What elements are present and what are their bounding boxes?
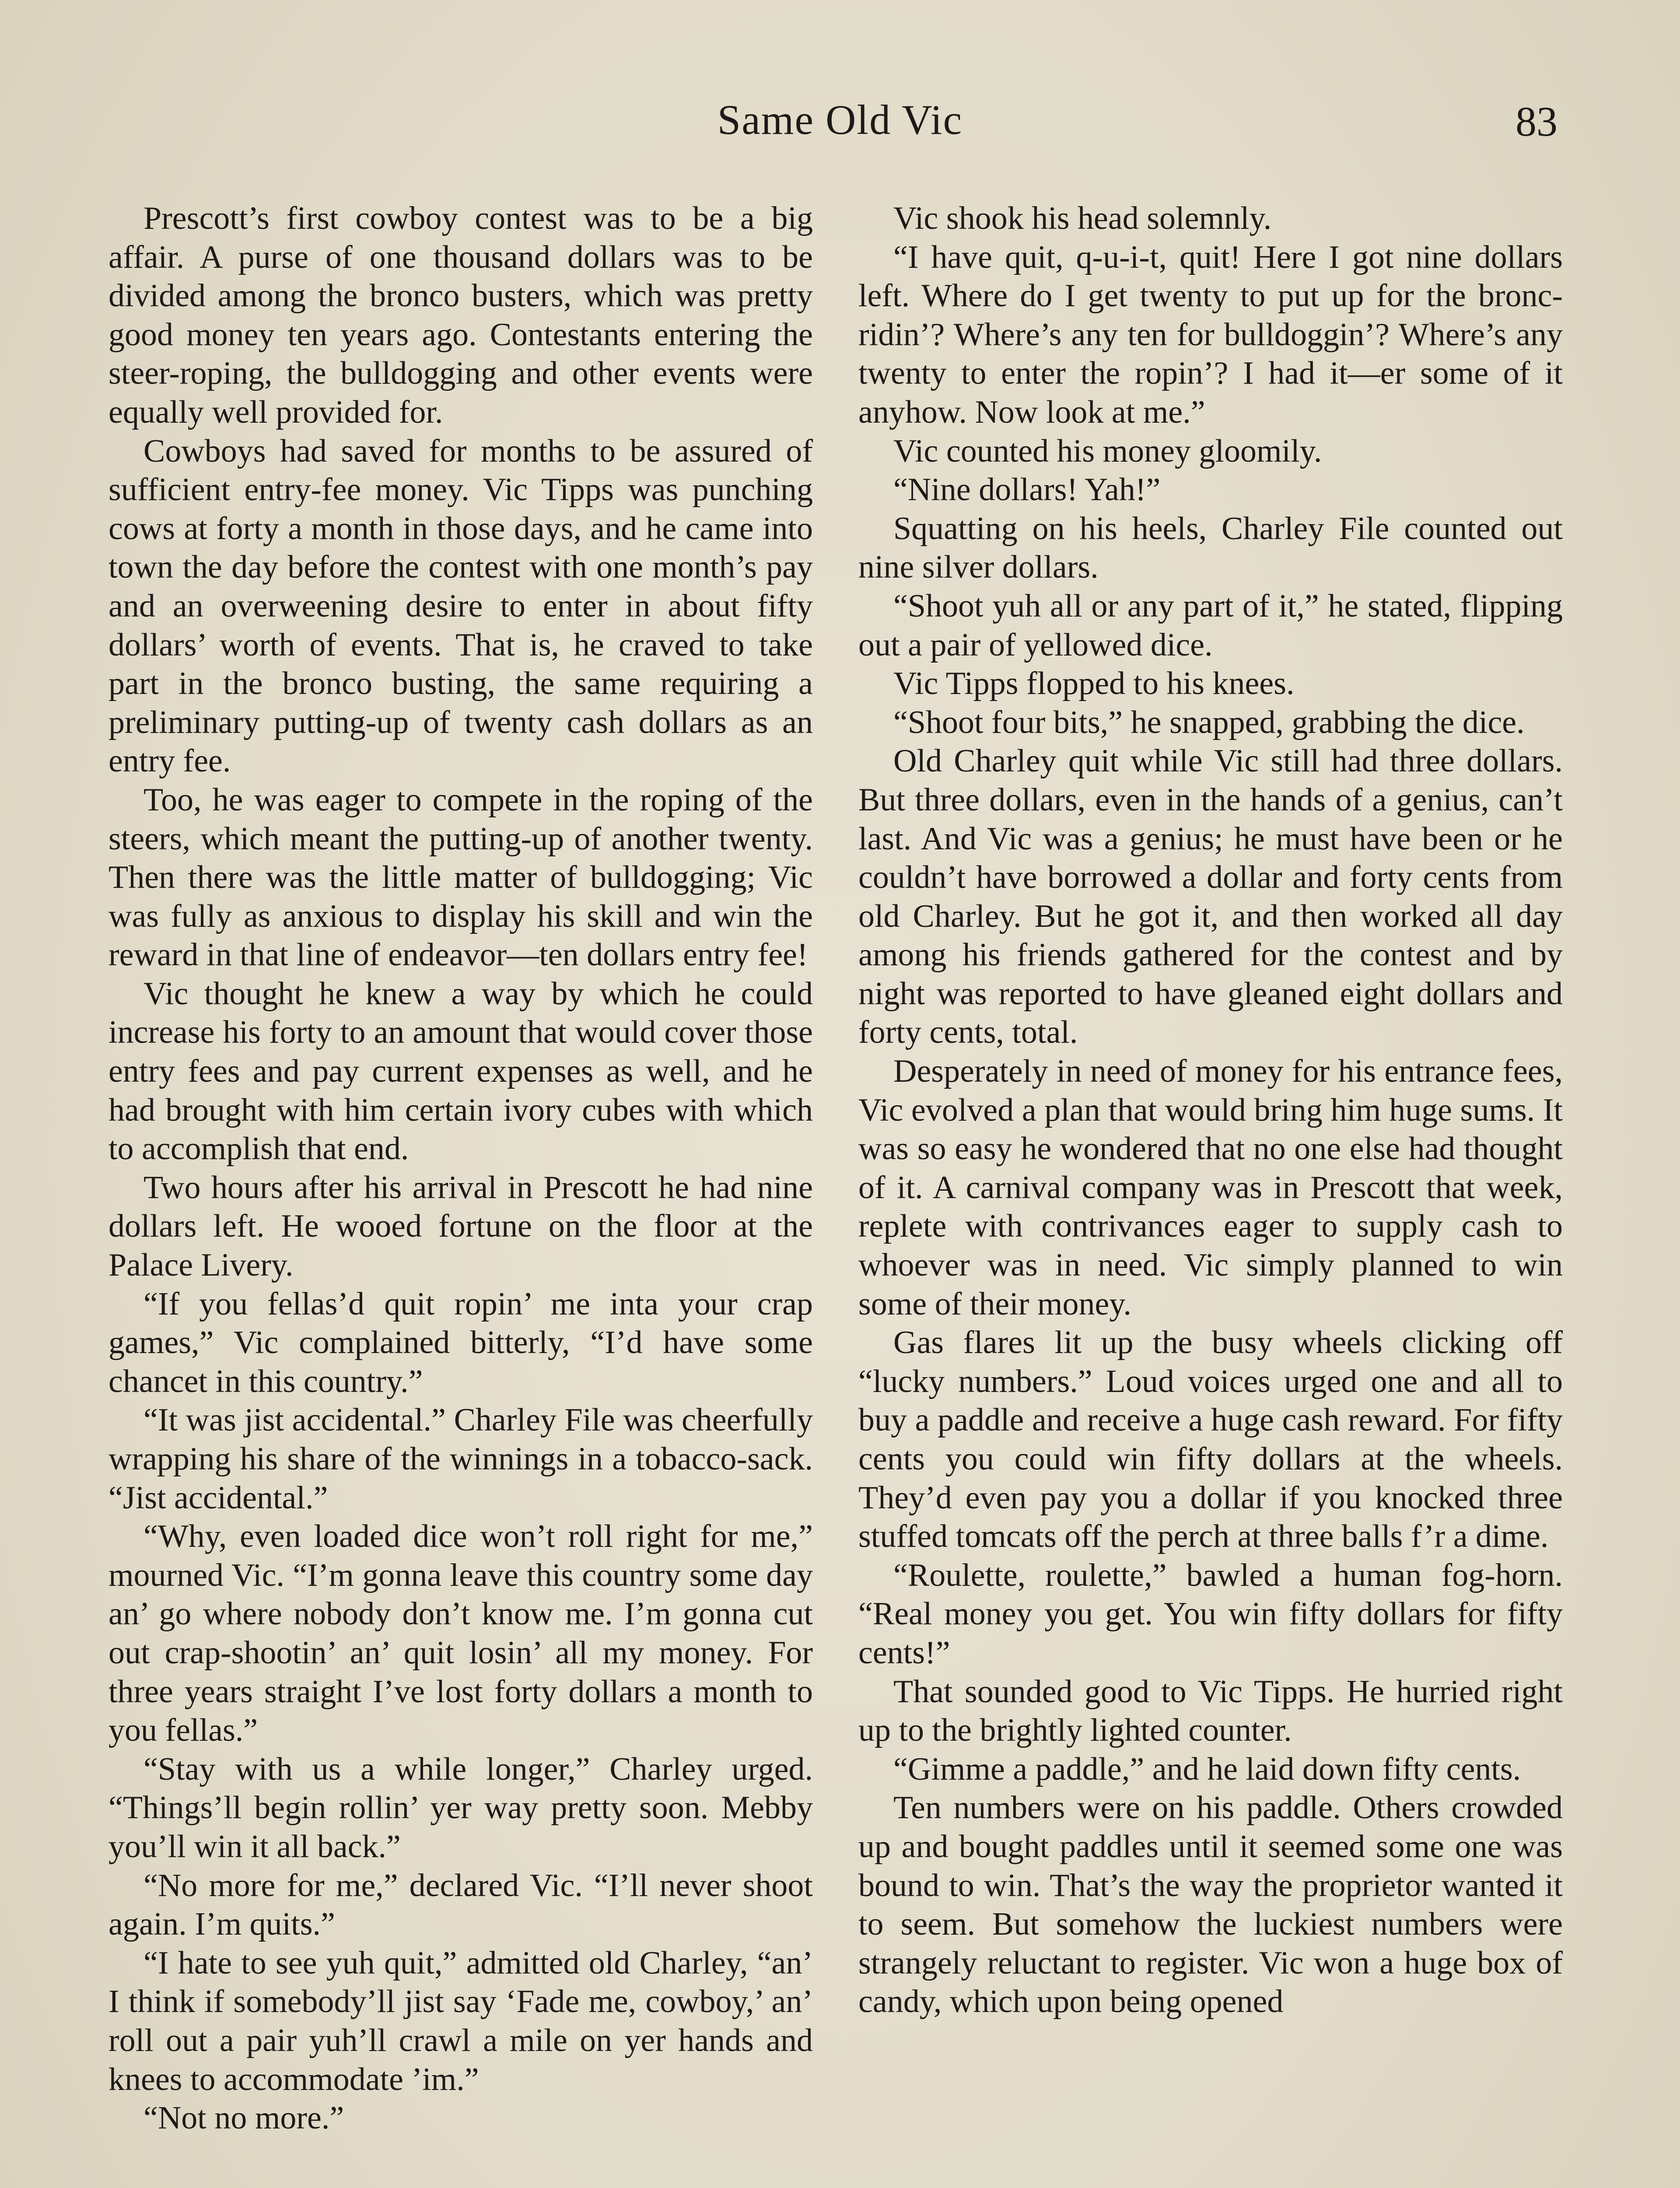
paragraph: “Gimme a paddle,” and he laid down fifty cents. — [893, 1751, 1521, 1787]
paragraph: “If you fellas’d quit ropin’ me inta your crap games,” Vic complained bitterly, “I’d have some chancet in this country.” — [108, 1286, 813, 1399]
paragraph: Prescott’s first cowboy contest was to be a big affair. A purse of one thousand dollars was to be divided among the bronco busters, which was pretty good money ten years ago. Contestants entering the steer-roping, the bulldogging and other events were equally well provided for. — [108, 200, 813, 430]
paragraph: Ten numbers were on his paddle. Others crowded up and bought paddles until it seemed some one was bound to win. That’s the way the proprietor wanted it to seem. But somehow the luckiest numbers were strangely reluctant to register. Vic won a huge box of candy, which upon being opened — [858, 1790, 1563, 2020]
paragraph: Vic counted his money gloomily. — [893, 433, 1322, 469]
paragraph: “It was jist accidental.” Charley File was cheerfully wrapping his share of the winnings in a tobacco-sack. “Jist accidental.” — [108, 1402, 813, 1516]
paragraph: “Why, even loaded dice won’t roll right for me,” mourned Vic. “I’m gonna leave this country some day an’ go where nobody don’t know me. I’m gonna cut out crap-shootin’ an’ quit losin’ all my money. For three years straight I’ve lost forty dollars a month to you fellas.” — [108, 1518, 813, 1749]
paragraph: “Shoot four bits,” he snapped, grabbing the dice. — [893, 704, 1525, 740]
paragraph: Vic Tipps flopped to his knees. — [893, 666, 1295, 702]
right-column — [858, 199, 1563, 2021]
paragraph: Old Charley quit while Vic still had three dollars. But three dollars, even in the hands of a genius, can’t last. And Vic was a genius; he must have been or he couldn’t have borrowed a dollar and forty cents from old Charley. But he got it, and then worked all day among his friends gathered for the contest and by night was reported to have gleaned eight dollars and forty cents, total. — [858, 743, 1563, 1051]
left-column — [108, 199, 813, 2138]
paragraph: Cowboys had saved for months to be assured of sufficient entry-fee money. Vic Tipps was punching cows at forty a month in those days, and he came into town the day before the contest with one month’s pay and an overweening desire to enter in about fifty dollars’ worth of events. That is, he craved to take part in the bronco busting, the same requiring a preliminary putting-up of twenty cash dollars as an entry fee. — [108, 433, 813, 779]
paragraph: Gas flares lit up the busy wheels clicking off “lucky numbers.” Loud voices urged one and all to buy a paddle and receive a huge cash reward. For fifty cents you could win fifty dollars at the wheels. They’d even pay you a dollar if you knocked three stuffed tomcats off the perch at three balls f’r a dime. — [858, 1325, 1563, 1555]
paragraph: Too, he was eager to compete in the roping of the steers, which meant the putting-up of another twenty. Then there was the little matter of bulldogging; Vic was fully as anxious to display his skill and win the reward in that line of endeavor—ten dollars entry fee! — [108, 782, 813, 973]
paragraph: “Shoot yuh all or any part of it,” he stated, flipping out a pair of yellowed dice. — [858, 588, 1563, 663]
paragraph: “I hate to see yuh quit,” admitted old Charley, “an’ I think if somebody’ll jist say ‘Fade me, cowboy,’ an’ roll out a pair yuh’ll crawl a mile on yer hands and knees to accommodate ’im.” — [108, 1945, 813, 2097]
paragraph: “Stay with us a while longer,” Charley urged. “Things’ll begin rollin’ yer way pretty soon. Mebby you’ll win it all back.” — [108, 1751, 813, 1865]
paragraph: Vic thought he knew a way by which he could increase his forty to an amount that would cover those entry fees and pay current expenses as well, and he had brought with him certain ivory cubes with which to accomplish that end. — [108, 975, 813, 1167]
paragraph: “Not no more.” — [144, 2100, 344, 2136]
paragraph: “No more for me,” declared Vic. “I’ll never shoot again. I’m quits.” — [108, 1867, 813, 1943]
paragraph: Vic shook his head solemnly. — [893, 200, 1272, 236]
paragraph: “Nine dollars! Yah!” — [893, 472, 1161, 508]
paragraph: Two hours after his arrival in Prescott he had nine dollars left. He wooed fortune on the floor at the Palace Livery. — [108, 1169, 813, 1283]
paragraph: Squatting on his heels, Charley File counted out nine silver dollars. — [858, 510, 1563, 586]
paragraph: That sounded good to Vic Tipps. He hurried right up to the brightly lighted counter. — [858, 1673, 1563, 1749]
page-number: 83 — [1516, 98, 1558, 145]
paragraph: Desperately in need of money for his entrance fees, Vic evolved a plan that would bring him huge sums. It was so easy he wondered that no one else had thought of it. A carnival company was in Prescott that week, replete with contrivances eager to supply cash to whoever was in need. Vic simply planned to win some of their money. — [858, 1053, 1563, 1322]
running-title: Same Old Vic — [717, 96, 963, 143]
paragraph: “Roulette, roulette,” bawled a human fog-horn. “Real money you get. You win fifty dollars for fifty cents!” — [858, 1557, 1563, 1671]
paragraph: “I have quit, q-u-i-t, quit! Here I got nine dollars left. Where do I get twenty to put up for the bronc-ridin’? Where’s any ten for bulldoggin’? Where’s any twenty to enter the ropin’? I had it—er some of it anyhow. Now look at me.” — [858, 239, 1563, 430]
